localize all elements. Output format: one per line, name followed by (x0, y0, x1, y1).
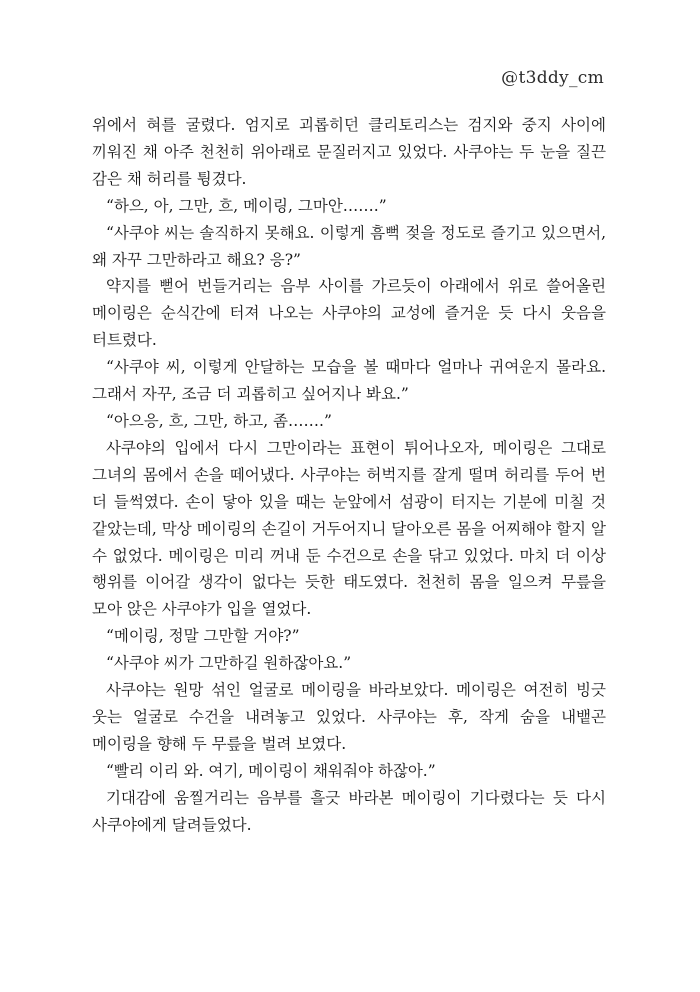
paragraph: 사쿠야는 원망 섞인 얼굴로 메이링을 바라보았다. 메이링은 여전히 빙긋 웃는 얼굴로 수건을 내려놓고 있었다. 사쿠야는 후, 작게 숨을 내뱉곤 메이링을 향해 두 무릎을 벌려 보였다. (92, 681, 606, 753)
paragraph: 위에서 혀를 굴렸다. 엄지로 괴롭히던 클리토리스는 검지와 중지 사이에 끼워진 채 아주 천천히 위아래로 문질러지고 있었다. 사쿠야는 두 눈을 질끈 감은 채 허리를 튕겼다. (92, 116, 606, 188)
paragraph: “메이링, 정말 그만할 거야?” (105, 627, 300, 646)
paragraph: 사쿠야의 입에서 다시 그만이라는 표현이 튀어나오자, 메이링은 그대로 그녀의 몸에서 손을 떼어냈다. 사쿠야는 허벅지를 잘게 떨며 허리를 두어 번 더 들썩였다. 손이 닿아 있을 때는 눈앞에서 섬광이 터지는 기분에 미칠 것 같았는데, 막상 메이링의 손길이 거두어지니 달아오른 몸을 어찌해야 할지 알 수 없었다. 메이링은 미리 꺼내 둔 수건으로 손을 닦고 있었다. 마치 더 이상 행위를 이어갈 생각이 없다는 듯한 태도였다. 천천히 몸을 일으켜 무릎을 모아 앉은 사쿠야가 입을 열었다. (92, 438, 606, 619)
paragraph: “사쿠야 씨, 이렇게 안달하는 모습을 볼 때마다 얼마나 귀여운지 몰라요. 그래서 자꾸, 조금 더 괴롭히고 싶어지나 봐요.” (92, 358, 606, 404)
paragraph: “빨리 이리 와. 여기, 메이링이 채워줘야 하잖아.” (105, 761, 436, 780)
body-text (92, 112, 606, 838)
paragraph: “사쿠야 씨가 그만하길 원하잖아요.” (105, 654, 352, 673)
watermark: @t3ddy_cm (501, 68, 604, 88)
paragraph: 기대감에 움찔거리는 음부를 흘긋 바라본 메이링이 기다렸다는 듯 다시 사쿠야에게 달려들었다. (92, 788, 606, 834)
paragraph: “아으응, 흐, 그만, 하고, 좀…….” (105, 411, 332, 430)
paragraph: “사쿠야 씨는 솔직하지 못해요. 이렇게 흠뻑 젖을 정도로 즐기고 있으면서, 왜 자꾸 그만하라고 해요? 응?” (92, 223, 606, 269)
paragraph: 약지를 뻗어 번들거리는 음부 사이를 가르듯이 아래에서 위로 쓸어올린 메이링은 순식간에 터져 나오는 사쿠야의 교성에 즐거운 듯 다시 웃음을 터트렸다. (92, 277, 606, 350)
paragraph: “하으, 아, 그만, 흐, 메이링, 그마안…….” (105, 196, 387, 215)
